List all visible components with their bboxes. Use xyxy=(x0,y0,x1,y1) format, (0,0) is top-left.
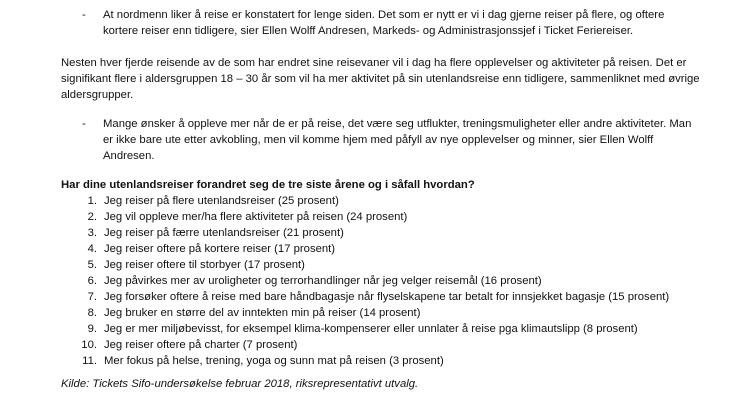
list-item xyxy=(61,321,721,337)
body-paragraph: Nesten hver fjerde reisende av de som har endret sine reisevaner vil i dag ha flere opplevelser og aktiviteter på reisen. Det er signifikant flere i aldersgruppen 18 – 30 år som vil ha mer aktivitet på sin utenlandsreise enn tidligere, sammenliknet med øvrige aldersgrupper. xyxy=(61,57,700,101)
list-item-text: Jeg reiser på færre utenlandsreiser (21 prosent) xyxy=(104,227,344,239)
list-item xyxy=(61,337,721,353)
list-item-number: 2. xyxy=(87,211,97,223)
list-item xyxy=(61,225,721,241)
quote-text-1: At nordmenn liker å reise er konstatert for lenge siden. Det som er nytt er vi i dag gjerne reiser på flere, og oftere kortere reiser enn tidligere, sier Ellen Wolff Andresen, Markeds- og Administrasjonssjef i Ticket Feriereiser. xyxy=(103,9,665,37)
survey-answer-list xyxy=(61,193,721,369)
list-item-text: Jeg reiser oftere til storbyer (17 prosent) xyxy=(104,259,305,271)
list-item-number: 11. xyxy=(82,355,97,367)
bullet-dash: - xyxy=(82,9,86,21)
list-item-number: 6. xyxy=(87,275,97,287)
list-item-number: 10. xyxy=(81,339,97,351)
list-item-text: Jeg vil oppleve mer/ha flere aktiviteter på reisen (24 prosent) xyxy=(104,211,408,223)
list-item-number: 9. xyxy=(87,323,97,335)
list-item xyxy=(61,353,721,369)
list-item xyxy=(61,273,721,289)
bullet-dash: - xyxy=(82,118,86,130)
list-item xyxy=(61,241,721,257)
list-item xyxy=(61,289,721,305)
list-item-number: 8. xyxy=(87,307,97,319)
list-item xyxy=(61,209,721,225)
list-item-text: Jeg reiser oftere på kortere reiser (17 prosent) xyxy=(104,243,336,255)
list-item-number: 1. xyxy=(87,195,97,207)
list-item-number: 3. xyxy=(87,227,97,239)
source-citation: Kilde: Tickets Sifo-undersøkelse februar 2018, riksrepresentativt utvalg. xyxy=(61,378,419,390)
list-item-text: Mer fokus på helse, trening, yoga og sunn mat på reisen (3 prosent) xyxy=(104,355,444,367)
list-item-text: Jeg reiser oftere på charter (7 prosent) xyxy=(104,339,298,351)
list-item-text: Jeg er mer miljøbevisst, for eksempel klima-kompenserer eller unnlater å reise pga klimautslipp (8 prosent) xyxy=(104,323,638,335)
list-item-text: Jeg forsøker oftere å reise med bare håndbagasje når flyselskapene tar betalt for innsjekket bagasje (15 prosent) xyxy=(104,291,670,303)
quote-bullet-1 xyxy=(82,7,702,39)
list-item-number: 7. xyxy=(87,291,97,303)
list-item-text: Jeg bruker en større del av inntekten min på reiser (14 prosent) xyxy=(104,307,421,319)
survey-question-heading: Har dine utenlandsreiser forandret seg de tre siste årene og i såfall hvordan? xyxy=(61,179,475,191)
list-item-number: 4. xyxy=(87,243,97,255)
list-item-number: 5. xyxy=(87,259,97,271)
quote-bullet-2 xyxy=(82,116,702,164)
list-item-text: Jeg påvirkes mer av uroligheter og terrorhandlinger når jeg velger reisemål (16 prosent) xyxy=(104,275,542,287)
list-item-text: Jeg reiser på flere utenlandsreiser (25 prosent) xyxy=(104,195,339,207)
list-item xyxy=(61,305,721,321)
quote-text-2: Mange ønsker å oppleve mer når de er på reise, det være seg utflukter, treningsmuligheter eller andre aktiviteter. Man er ikke bare ute etter avkobling, men vil komme hjem med påfyll av nye opplevelser og minner, sier Ellen Wolff Andresen. xyxy=(103,118,692,162)
list-item xyxy=(61,257,721,273)
list-item xyxy=(61,193,721,209)
